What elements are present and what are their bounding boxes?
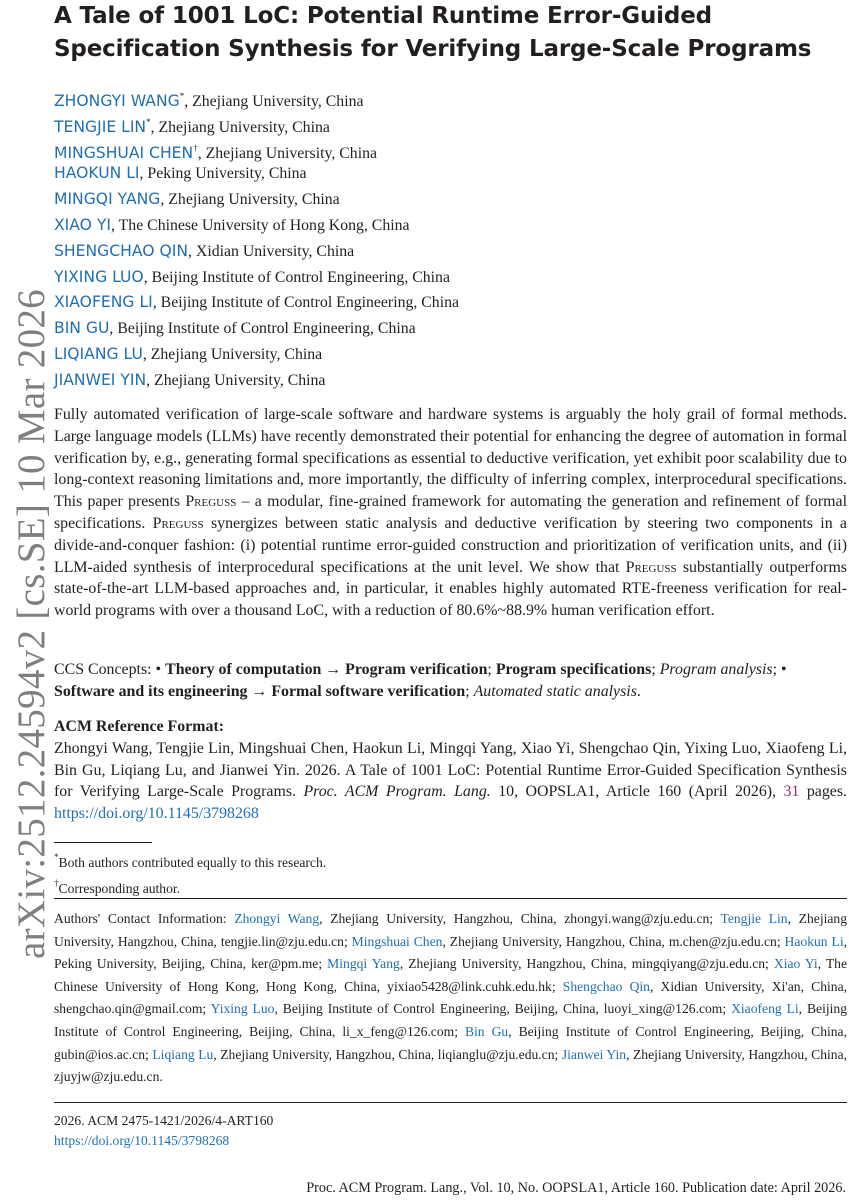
paper-title bbox=[54, 0, 844, 66]
footnote bbox=[54, 847, 844, 873]
contact-details: , Zhejiang University, Hangzhou, China, tengjie.lin@zju.edu.cn; bbox=[54, 911, 847, 949]
author-name[interactable]: JIANWEI YIN bbox=[54, 370, 147, 389]
contact-author-link[interactable]: Xiao Yi bbox=[773, 956, 818, 972]
ccs-separator: ; bbox=[772, 661, 781, 678]
author-line bbox=[54, 161, 844, 187]
author-mark: * bbox=[179, 91, 185, 101]
author-line bbox=[54, 342, 844, 368]
arxiv-identifier-stamp: arXiv:2512.24594v2 [cs.SE] 10 Mar 2026 bbox=[10, 289, 53, 959]
contact-author-link[interactable]: Liqiang Lu bbox=[152, 1046, 214, 1062]
abstract-text: synergizes between static analysis and deductive verification by steering two components in a divide-and-conquer fashion: (i) potential runtime error-guided construction and prioritization of verification units, and (ii) LLM-aided synthesis of interprocedural specifications at the unit level. We show that bbox=[54, 514, 847, 576]
author-name[interactable]: YIXING LUO bbox=[54, 267, 144, 286]
footnote-text: Corresponding author. bbox=[58, 881, 181, 896]
contact-author-link[interactable]: Jianwei Yin bbox=[561, 1046, 627, 1062]
contact-label: Authors' Contact Information: bbox=[54, 911, 235, 926]
footnote-mark: † bbox=[54, 878, 59, 888]
title-line-1: A Tale of 1001 LoC: Potential Runtime Error-Guided bbox=[54, 3, 712, 29]
contact-details: , Beijing Institute of Control Engineering, Beijing, China, gubin@ios.ac.cn; bbox=[54, 1023, 847, 1062]
page-count-link[interactable]: 31 bbox=[783, 783, 800, 801]
tool-name: Preguss bbox=[152, 514, 204, 532]
contact-details: , Xidian University, Xi'an, China, shengchao.qin@gmail.com; bbox=[54, 978, 847, 1017]
author-affiliation: , Peking University, China bbox=[139, 165, 307, 183]
author-affiliation: , Zhejiang University, China bbox=[146, 371, 326, 389]
title-line-2: Specification Synthesis for Verifying Large-Scale Programs bbox=[54, 36, 812, 62]
contact-details: , Zhejiang University, Hangzhou, China, zjuyjw@zju.edu.cn. bbox=[54, 1046, 848, 1085]
footnote-divider bbox=[54, 842, 152, 843]
authors-contact-information bbox=[54, 908, 847, 1089]
author-name[interactable]: BIN GU bbox=[54, 319, 110, 338]
abstract-text: – a modular, fine-grained framework for automating the generation and refinement of formal specifications. bbox=[54, 493, 847, 532]
contact-details: , The Chinese University of Hong Kong, Hong Kong, China, yixiao5428@link.cuhk.edu.hk; bbox=[54, 956, 847, 994]
author-line bbox=[54, 110, 844, 136]
ccs-label: CCS Concepts: bbox=[54, 661, 156, 678]
author-name[interactable]: XIAO YI bbox=[54, 215, 112, 234]
publication-line: 2026. ACM 2475-1421/2026/4-ART160 bbox=[54, 1113, 274, 1128]
contact-details: , Zhejiang University, Hangzhou, China, zhongyi.wang@zju.edu.cn; bbox=[319, 911, 721, 926]
author-name[interactable]: ZHONGYI WANG bbox=[54, 92, 180, 110]
author-name[interactable]: MINGSHUAI CHEN bbox=[54, 143, 194, 162]
contact-author-link[interactable]: Haokun Li bbox=[784, 933, 844, 949]
reference-text: 10, OOPSLA1, Article 160 (April 2026), bbox=[490, 783, 784, 801]
ccs-end: . bbox=[636, 682, 641, 700]
reference-text: Zhongyi Wang, Tengjie Lin, Mingshuai Chen, Haokun Li, Mingqi Yang, Xiao Yi, Shengchao Qin, Yixing Luo, Xiaofeng Li, Bin Gu, Liqiang Lu, and Jianwei Yin. 2026. A Tale of 1001 LoC: Potential Runtime Error-Guided Specification Synthesis for Verifying Large-Scale Programs. bbox=[54, 739, 847, 801]
author-affiliation: , Beijing Institute of Control Engineering, China bbox=[109, 320, 416, 338]
author-affiliation: , Zhejiang University, China bbox=[142, 345, 323, 363]
contact-details: , Zhejiang University, Hangzhou, China, mingqiyang@zju.edu.cn; bbox=[399, 956, 774, 972]
contact-details: , Zhejiang University, Hangzhou, China, liqianglu@zju.edu.cn; bbox=[213, 1046, 562, 1062]
author-name[interactable]: XIAOFENG LI bbox=[54, 293, 153, 312]
contact-author-link[interactable]: Mingqi Yang bbox=[327, 956, 400, 972]
author-line bbox=[54, 187, 844, 213]
author-affiliation: , Beijing Institute of Control Engineering, China bbox=[143, 268, 450, 286]
reference-venue: Proc. ACM Program. Lang. bbox=[303, 783, 491, 801]
footnote-text: Both authors contributed equally to this research. bbox=[58, 855, 327, 870]
author-line bbox=[54, 239, 844, 265]
contact-author-link[interactable]: Zhongyi Wang bbox=[234, 911, 320, 926]
contact-author-link[interactable]: Xiaofeng Li bbox=[731, 1001, 799, 1017]
author-name[interactable]: LIQIANG LU bbox=[54, 344, 143, 363]
reference-text: pages. bbox=[799, 783, 847, 801]
ccs-bullet: • bbox=[155, 661, 166, 678]
journal-footer: Proc. ACM Program. Lang., Vol. 10, No. OOPSLA1, Article 160. Publication date: April 2026. bbox=[306, 1180, 846, 1196]
contact-author-link[interactable]: Yixing Luo bbox=[210, 1001, 275, 1017]
author-line bbox=[54, 290, 844, 316]
ccs-concepts bbox=[54, 659, 847, 703]
author-line bbox=[54, 84, 844, 110]
author-line bbox=[54, 213, 844, 239]
ccs-concept: Program specifications bbox=[495, 661, 652, 678]
ccs-separator: ; bbox=[465, 682, 474, 700]
contact-details: , Zhejiang University, Hangzhou, China, m.chen@zju.edu.cn; bbox=[442, 933, 785, 949]
footnote bbox=[54, 873, 844, 899]
ccs-concept: Software and its engineering → Formal software verification bbox=[54, 682, 466, 700]
publication-divider bbox=[54, 1102, 847, 1103]
tool-name: Preguss bbox=[185, 493, 237, 511]
author-affiliation: , The Chinese University of Hong Kong, China bbox=[111, 216, 410, 234]
footnotes bbox=[54, 847, 844, 899]
author-line bbox=[54, 265, 844, 291]
author-list bbox=[54, 84, 844, 394]
acm-reference-format bbox=[54, 716, 847, 825]
contact-author-link[interactable]: Shengchao Qin bbox=[562, 978, 650, 994]
ccs-concept: Program analysis bbox=[659, 661, 773, 678]
author-line bbox=[54, 136, 844, 162]
author-name[interactable]: MINGQI YANG bbox=[54, 190, 161, 209]
contact-author-link[interactable]: Mingshuai Chen bbox=[351, 933, 443, 949]
author-affiliation: , Zhejiang University, China bbox=[184, 93, 364, 110]
contact-details: , Peking University, Beijing, China, ker@pm.me; bbox=[54, 933, 847, 972]
author-name[interactable]: HAOKUN LI bbox=[54, 164, 140, 183]
ccs-concept: Theory of computation → Program verification bbox=[165, 661, 488, 678]
contact-author-link[interactable]: Bin Gu bbox=[464, 1023, 509, 1039]
author-name[interactable]: SHENGCHAO QIN bbox=[54, 241, 189, 260]
ccs-bullet: • bbox=[780, 661, 787, 678]
contact-divider bbox=[54, 898, 847, 899]
abstract-text: Fully automated verification of large-scale software and hardware systems is arguably the holy grail of formal methods. Large language models (LLMs) have recently demonstrated their potential for enhancing the degree of automation in formal verification by, e.g., generating formal specifications as essential to deductive verification, yet exhibit poor scalability due to long-context reasoning limitations and, more importantly, the difficulty of inferring complex, interprocedural specifications. This paper presents bbox=[54, 406, 847, 511]
abstract bbox=[54, 404, 847, 622]
author-affiliation: , Zhejiang University, China bbox=[150, 118, 330, 136]
author-line bbox=[54, 316, 844, 342]
author-line bbox=[54, 368, 844, 394]
ccs-separator: ; bbox=[487, 661, 496, 678]
contact-details: , Beijing Institute of Control Engineering, Beijing, China, luoyi_xing@126.com; bbox=[274, 1001, 732, 1017]
author-affiliation: , Zhejiang University, China bbox=[197, 144, 377, 162]
author-affiliation: , Zhejiang University, China bbox=[160, 191, 340, 209]
publication-doi-link[interactable]: https://doi.org/10.1145/3798268 bbox=[54, 1133, 230, 1148]
footnote-mark: * bbox=[54, 852, 59, 862]
author-affiliation: , Xidian University, China bbox=[188, 242, 355, 260]
contact-details: , Beijing Institute of Control Engineering, Beijing, China, li_x_feng@126.com; bbox=[54, 1001, 847, 1039]
contact-author-link[interactable]: Tengjie Lin bbox=[720, 911, 788, 926]
author-mark: † bbox=[193, 142, 198, 153]
abstract-text: substantially outperforms state-of-the-art LLM-based approaches and, in particular, it enables highly automated RTE-freeness verification for real-world programs with over a thousand LoC, with a reduction of 80.6%~88.9% human verification effort. bbox=[54, 558, 847, 620]
ccs-concept: Automated static analysis bbox=[473, 682, 637, 700]
publication-info bbox=[54, 1111, 654, 1151]
reference-body bbox=[54, 738, 847, 825]
ccs-separator: ; bbox=[651, 661, 660, 678]
reference-heading: ACM Reference Format: bbox=[54, 718, 225, 735]
author-affiliation: , Beijing Institute of Control Engineering, China bbox=[152, 294, 460, 312]
doi-link[interactable]: https://doi.org/10.1145/3798268 bbox=[54, 805, 259, 823]
author-mark: * bbox=[146, 116, 151, 127]
tool-name: Preguss bbox=[625, 558, 677, 576]
author-name[interactable]: TENGJIE LIN bbox=[54, 117, 147, 136]
